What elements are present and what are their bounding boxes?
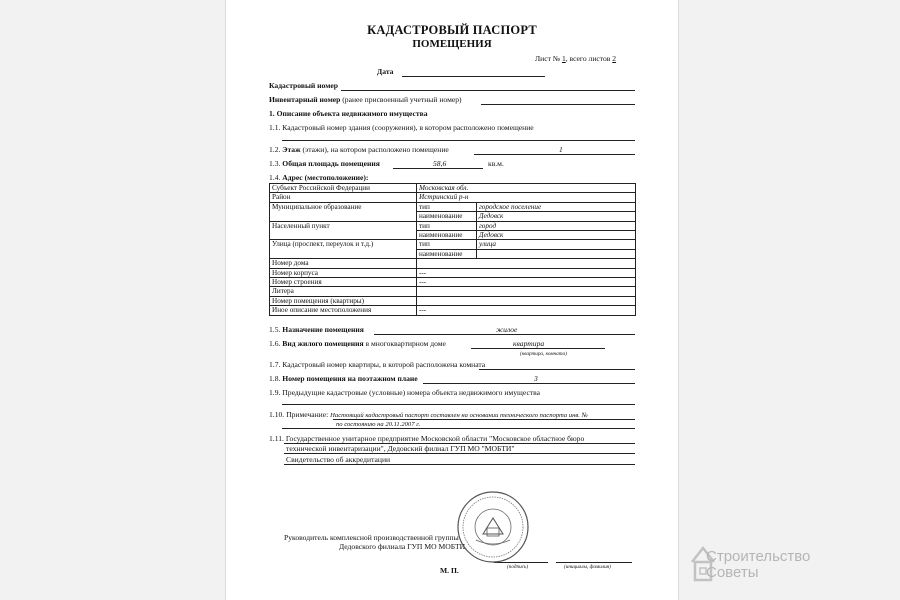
item-1-3-value: 58,6 — [433, 159, 447, 168]
item-1-5-line — [374, 334, 635, 335]
item-1-6-value: квартира — [513, 339, 545, 348]
document-title: КАДАСТРОВЫЙ ПАСПОРТ — [367, 23, 537, 37]
address-other-label: Иное описание местоположения — [270, 306, 417, 315]
item-1-10: 1.10. Примечание: Настоящий кадастровый паспорт составлен на основании технического паспорта инв. № — [269, 410, 588, 419]
item-1-2-value: 1 — [559, 145, 563, 154]
item-1-7-line — [479, 369, 635, 370]
table-row — [270, 184, 636, 193]
item-1-6-hint: (квартира, комната) — [520, 351, 567, 357]
address-other-value: --- — [417, 306, 636, 315]
address-house-value — [417, 259, 636, 268]
item-1-9-line — [282, 404, 635, 405]
watermark-line2: Советы — [706, 564, 759, 581]
address-letter-label: Литера — [270, 287, 417, 296]
address-settlement-name-label: наименование — [417, 231, 477, 240]
watermark-text — [706, 549, 810, 581]
item-1-8-value: 3 — [534, 374, 538, 383]
table-row — [270, 287, 636, 296]
item-1-3-line — [393, 168, 483, 169]
signature-sign-hint: (подпись) — [507, 564, 529, 570]
seal-place-label: М. П. — [440, 566, 459, 575]
item-1-3-unit: кв.м. — [488, 159, 504, 168]
document-page — [225, 0, 679, 600]
address-letter-value — [417, 287, 636, 296]
address-street-type-label: тип — [417, 240, 477, 249]
item-1-6-line — [471, 348, 605, 349]
item-1-1: 1.1. Кадастровый номер здания (сооружения), в котором расположено помещение — [269, 123, 534, 132]
item-1-8: 1.8. Номер помещения на поэтажном плане — [269, 374, 418, 383]
item-1-5-value: жилое — [496, 325, 518, 334]
table-row — [270, 240, 636, 249]
address-municipal-name-label: наименование — [417, 212, 477, 221]
item-1-4: 1.4. Адрес (местоположение): — [269, 173, 369, 182]
address-structure-value: --- — [417, 278, 636, 287]
address-subject-value: Московская обл. — [417, 184, 636, 193]
table-row — [270, 221, 636, 230]
signature-name-line — [556, 562, 632, 563]
address-settlement-type-label: тип — [417, 221, 477, 230]
address-settlement-type-value: город — [477, 221, 636, 230]
item-1-3: 1.3. Общая площадь помещения — [269, 159, 380, 168]
address-street-type-value: улица — [477, 240, 636, 249]
table-row — [270, 259, 636, 268]
address-municipal-type-value: городское поселение — [477, 202, 636, 211]
table-row — [270, 268, 636, 277]
address-settlement-label: Населенный пункт — [270, 221, 417, 240]
date-line — [402, 76, 545, 77]
item-1-11-line2: технической инвентаризации", Дедовский филиал ГУП МО "МОБТИ" — [286, 444, 515, 453]
address-room-value — [417, 296, 636, 305]
item-1-8-line — [423, 383, 635, 384]
address-settlement-name-value: Дедовск — [477, 231, 636, 240]
address-municipal-label: Муниципальное образование — [270, 202, 417, 221]
address-street-name-value — [477, 249, 636, 258]
address-municipal-name-value: Дедовск — [477, 212, 636, 221]
item-1-5: 1.5. Назначение помещения — [269, 325, 364, 334]
table-row — [270, 202, 636, 211]
item-1-11-line3-rule — [284, 464, 635, 465]
inventory-number-line — [481, 104, 635, 105]
document-subtitle: ПОМЕЩЕНИЯ — [412, 38, 492, 50]
item-1-11: 1.11. Государственное унитарное предприятие Московской области "Московское областное бюро — [269, 434, 585, 443]
address-street-name-label: наименование — [417, 249, 477, 258]
round-stamp-icon — [456, 490, 530, 564]
table-row — [270, 193, 636, 202]
cadastral-number-line — [341, 90, 635, 91]
item-1-11-line2-rule — [284, 453, 635, 454]
item-1-6: 1.6. Вид жилого помещения в многоквартирном доме — [269, 339, 446, 348]
address-street-label: Улица (проспект, переулок и т.д.) — [270, 240, 417, 259]
table-row — [270, 306, 636, 315]
item-1-11-line3: Свидетельство об аккредитации — [286, 455, 391, 464]
date-label: Дата — [377, 67, 394, 76]
address-building-label: Номер корпуса — [270, 268, 417, 277]
watermark-line1: Строительство — [706, 548, 811, 565]
signature-line1: Руководитель комплексной производственной группы — [284, 533, 459, 542]
address-house-label: Номер дома — [270, 259, 417, 268]
address-table — [269, 183, 636, 316]
item-1-10-line2: по состоянию на 20.11.2007 г. — [336, 421, 421, 428]
signature-name-hint: (инициалы, фамилия) — [564, 564, 611, 570]
section1-title: 1. Описание объекта недвижимого имущества — [269, 109, 428, 118]
item-1-7: 1.7. Кадастровый номер квартиры, в которой расположена комната — [269, 360, 486, 369]
address-room-label: Номер помещения (квартиры) — [270, 296, 417, 305]
address-structure-label: Номер строения — [270, 278, 417, 287]
signature-line2: Дедовского филиала ГУП МО МОБТИ — [339, 542, 466, 551]
address-municipal-type-label: тип — [417, 202, 477, 211]
table-row — [270, 278, 636, 287]
address-subject-label: Субъект Российской Федерации — [270, 184, 417, 193]
item-1-2-line — [474, 154, 635, 155]
item-1-2: 1.2. Этаж (этажи), на котором расположено помещение — [269, 145, 449, 154]
item-1-10-line2-rule — [282, 428, 635, 429]
address-building-value: --- — [417, 268, 636, 277]
item-1-1-line — [282, 140, 635, 141]
address-district-label: Район — [270, 193, 417, 202]
table-row — [270, 296, 636, 305]
item-1-9: 1.9. Предыдущие кадастровые (условные) номера объекта недвижимого имущества — [269, 388, 540, 397]
sheet-info: Лист № 1, всего листов 2 — [535, 54, 617, 63]
cadastral-number-label: Кадастровый номер — [269, 81, 338, 90]
inventory-number-label: Инвентарный номер (ранее присвоенный учетный номер) — [269, 95, 462, 104]
address-district-value: Истринский р-н — [417, 193, 636, 202]
